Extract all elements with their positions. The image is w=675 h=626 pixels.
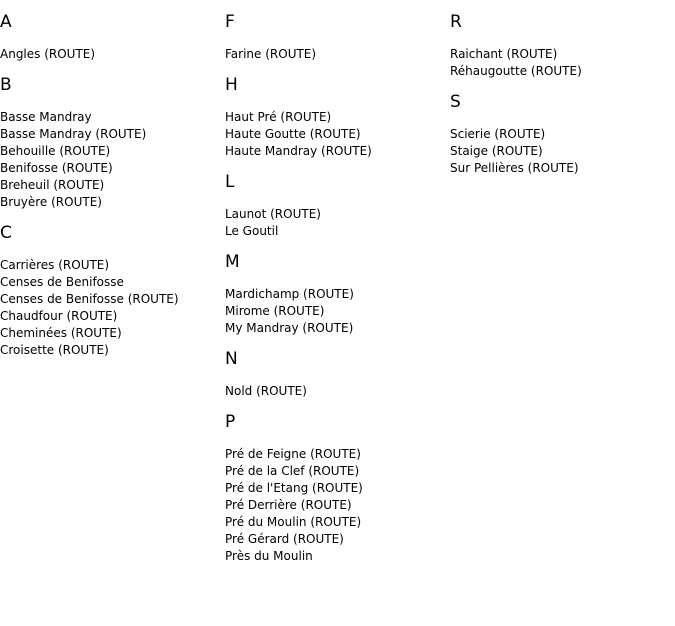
street-link[interactable]: Haut Pré (ROUTE) — [225, 110, 332, 124]
street-link[interactable]: Sur Pellières (ROUTE) — [450, 161, 579, 175]
street-link[interactable]: Pré Derrière (ROUTE) — [225, 498, 352, 512]
letter-group — [0, 12, 225, 63]
letter-heading: M — [225, 252, 240, 272]
list-item — [225, 548, 450, 565]
street-link[interactable]: Pré de l'Etang (ROUTE) — [225, 481, 363, 495]
list-item — [225, 480, 450, 497]
letter-group — [0, 75, 225, 211]
list-item — [225, 531, 450, 548]
street-link[interactable]: Cheminées (ROUTE) — [0, 326, 122, 340]
letter-heading: P — [225, 412, 236, 432]
list-item — [225, 286, 450, 303]
street-link[interactable]: Angles (ROUTE) — [0, 47, 96, 61]
letter-group — [450, 92, 675, 177]
street-link[interactable]: Staige (ROUTE) — [450, 144, 543, 158]
street-link[interactable]: Pré de la Clef (ROUTE) — [225, 464, 360, 478]
list-item — [225, 320, 450, 337]
index-column-3 — [450, 0, 675, 177]
letter-group — [225, 12, 450, 63]
street-link[interactable]: Bruyère (ROUTE) — [0, 195, 102, 209]
street-link[interactable]: Pré Gérard (ROUTE) — [225, 532, 344, 546]
street-link[interactable]: Raichant (ROUTE) — [450, 47, 558, 61]
street-link[interactable]: Censes de Benifosse (ROUTE) — [0, 292, 179, 306]
letter-heading: R — [450, 12, 462, 32]
letter-heading: N — [225, 349, 238, 369]
street-link[interactable]: Croisette (ROUTE) — [0, 343, 109, 357]
list-item — [225, 514, 450, 531]
list-item — [0, 109, 225, 126]
list-item — [0, 194, 225, 211]
list-item — [225, 46, 450, 63]
street-link[interactable]: Près du Moulin — [225, 549, 313, 563]
list-item — [0, 325, 225, 342]
street-link[interactable]: Réhaugoutte (ROUTE) — [450, 64, 582, 78]
list-item — [225, 383, 450, 400]
street-link[interactable]: Carrières (ROUTE) — [0, 258, 110, 272]
street-link[interactable]: Haute Goutte (ROUTE) — [225, 127, 361, 141]
list-item — [225, 497, 450, 514]
street-link[interactable]: Mardichamp (ROUTE) — [225, 287, 354, 301]
list-item — [225, 446, 450, 463]
letter-heading: H — [225, 75, 238, 95]
street-list — [225, 383, 450, 400]
street-link[interactable]: Nold (ROUTE) — [225, 384, 307, 398]
list-item — [0, 291, 225, 308]
letter-heading: B — [0, 75, 12, 95]
street-list — [450, 46, 675, 80]
street-link[interactable]: Le Goutil — [225, 224, 279, 238]
street-link[interactable]: Chaudfour (ROUTE) — [0, 309, 118, 323]
letter-group — [450, 12, 675, 80]
street-link[interactable]: Breheuil (ROUTE) — [0, 178, 105, 192]
street-link[interactable]: Launot (ROUTE) — [225, 207, 321, 221]
street-list — [0, 257, 225, 359]
list-item — [450, 143, 675, 160]
street-link[interactable]: Mirome (ROUTE) — [225, 304, 325, 318]
list-item — [450, 126, 675, 143]
list-item — [0, 257, 225, 274]
letter-heading: A — [0, 12, 12, 32]
letter-heading: C — [0, 223, 12, 243]
letter-group — [225, 172, 450, 240]
letter-heading: S — [450, 92, 461, 112]
list-item — [0, 126, 225, 143]
street-link[interactable]: Haute Mandray (ROUTE) — [225, 144, 372, 158]
street-link[interactable]: Basse Mandray — [0, 110, 92, 124]
list-item — [0, 274, 225, 291]
street-link[interactable]: Farine (ROUTE) — [225, 47, 317, 61]
street-link[interactable]: Benifosse (ROUTE) — [0, 161, 113, 175]
street-list — [450, 126, 675, 177]
street-list — [0, 109, 225, 211]
street-link[interactable]: My Mandray (ROUTE) — [225, 321, 354, 335]
list-item — [0, 177, 225, 194]
list-item — [0, 308, 225, 325]
letter-heading: L — [225, 172, 235, 192]
street-link[interactable]: Behouille (ROUTE) — [0, 144, 111, 158]
street-list — [225, 206, 450, 240]
street-list — [225, 109, 450, 160]
street-link[interactable]: Censes de Benifosse — [0, 275, 124, 289]
letter-group — [225, 412, 450, 565]
letter-group — [225, 349, 450, 400]
street-link[interactable]: Pré de Feigne (ROUTE) — [225, 447, 361, 461]
list-item — [225, 463, 450, 480]
list-item — [225, 223, 450, 240]
list-item — [450, 160, 675, 177]
street-list — [225, 286, 450, 337]
street-link[interactable]: Pré du Moulin (ROUTE) — [225, 515, 362, 529]
list-item — [450, 46, 675, 63]
street-list — [0, 46, 225, 63]
street-link[interactable]: Scierie (ROUTE) — [450, 127, 546, 141]
letter-group — [225, 252, 450, 337]
street-list — [225, 46, 450, 63]
list-item — [0, 143, 225, 160]
list-item — [0, 160, 225, 177]
list-item — [225, 109, 450, 126]
letter-group — [0, 223, 225, 359]
index-column-1 — [0, 0, 225, 359]
list-item — [0, 342, 225, 359]
street-link[interactable]: Basse Mandray (ROUTE) — [0, 127, 147, 141]
list-item — [225, 126, 450, 143]
list-item — [450, 63, 675, 80]
list-item — [0, 46, 225, 63]
list-item — [225, 206, 450, 223]
letter-group — [225, 75, 450, 160]
index-column-2 — [225, 0, 450, 565]
list-item — [225, 303, 450, 320]
list-item — [225, 143, 450, 160]
street-list — [225, 446, 450, 565]
letter-heading: F — [225, 12, 235, 32]
